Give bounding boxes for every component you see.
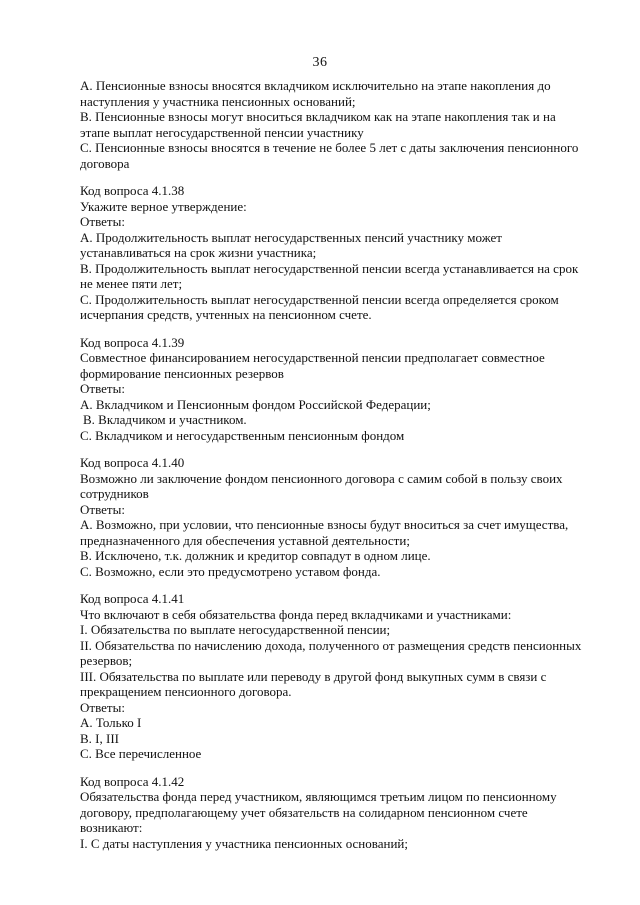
question-4-1-42 [80,774,580,852]
question-text: Обязательства фонда перед участником, являющимся третьим лицом по пенсионному [80,789,557,804]
answer-line: С. Возможно, если это предусмотрено уставом фонда. [80,563,381,579]
answer-line: В. Исключено, т.к. должник и кредитор совпадут в одном лице. [80,548,431,563]
answer-line: А. Только I [80,715,142,730]
question-text: формирование пенсионных резервов [80,365,284,381]
answer-line: А. Возможно, при условии, что пенсионные взносы будут вноситься за счет имущества, [80,517,569,532]
answer-line: предназначенного для обеспечения уставной деятельности; [80,532,410,548]
answer-line: устанавливаться на срок жизни участника; [80,245,317,260]
question-text: сотрудников [80,486,149,501]
statement-line: I. Обязательства по выплате негосударственной пенсии; [80,622,391,637]
answer-line: А. Продолжительность выплат негосударственных пенсий участнику может [80,229,502,245]
question-4-1-41 [80,591,580,762]
question-code: Код вопроса 4.1.39 [80,334,185,350]
question-text: договору, предполагающему учет обязательств на солидарном пенсионном счете [80,804,528,820]
answer-line: В. Продолжительность выплат негосударственной пенсии всегда устанавливается на срок [80,260,579,276]
answer-line: не менее пяти лет; [80,276,183,291]
question-code: Код вопроса 4.1.41 [80,591,185,606]
answers-label: Ответы: [80,381,125,396]
answers-label: Ответы: [80,501,125,517]
answer-line: этапе выплат негосударственной пенсии участнику [80,124,364,140]
question-text: Что включают в себя обязательства фонда перед вкладчиками и участниками: [80,606,512,622]
answer-line: С. Все перечисленное [80,746,202,761]
answer-line: А. Вкладчиком и Пенсионным фондом Российской Федерации; [80,396,431,412]
answers-label: Ответы: [80,214,125,229]
statement-line: прекращением пенсионного договора. [80,684,292,699]
question-code: Код вопроса 4.1.38 [80,183,185,198]
question-4-1-39 [80,335,580,444]
answer-line: договора [80,155,130,171]
page-content [80,78,580,863]
question-4-1-38 [80,183,580,323]
page-number: 36 [312,55,328,70]
question-text: возникают: [80,820,143,835]
statement-line: II. Обязательства по начислению дохода, полученного от размещения средств пенсионных [80,637,582,653]
question-code: Код вопроса 4.1.40 [80,455,185,470]
answer-line: С. Пенсионные взносы вносятся в течение не более 5 лет с даты заключения пенсионного [80,140,579,155]
answer-line: исчерпания средств, учтенных на пенсионном счете. [80,307,372,322]
answer-line: С. Вкладчиком и негосударственным пенсионным фондом [80,427,405,443]
question-text: Укажите верное утверждение: [80,198,247,214]
answer-line: В. Вкладчиком и участником. [83,412,247,427]
question-4-1-40 [80,455,580,579]
answer-line: С. Продолжительность выплат негосударственной пенсии всегда определяется сроком [80,291,559,307]
question-code: Код вопроса 4.1.42 [80,773,185,789]
answer-line: наступления у участника пенсионных оснований; [80,93,356,109]
answer-line: А. Пенсионные взносы вносятся вкладчиком исключительно на этапе накопления до [80,78,551,93]
statement-line: I. С даты наступления у участника пенсионных оснований; [80,835,408,851]
answers-label: Ответы: [80,699,125,715]
question-text: Совместное финансированием негосударственной пенсии предполагает совместное [80,350,545,365]
answer-line: В. Пенсионные взносы могут вноситься вкладчиком как на этапе накопления так и на [80,109,556,124]
answers-continuation [80,78,580,171]
question-text: Возможно ли заключение фондом пенсионного договора с самим собой в пользу своих [80,470,563,486]
answer-line: В. I, III [80,730,119,746]
statement-line: резервов; [80,653,133,668]
statement-line: III. Обязательства по выплате или переводу в другой фонд выкупных сумм в связи с [80,668,547,684]
